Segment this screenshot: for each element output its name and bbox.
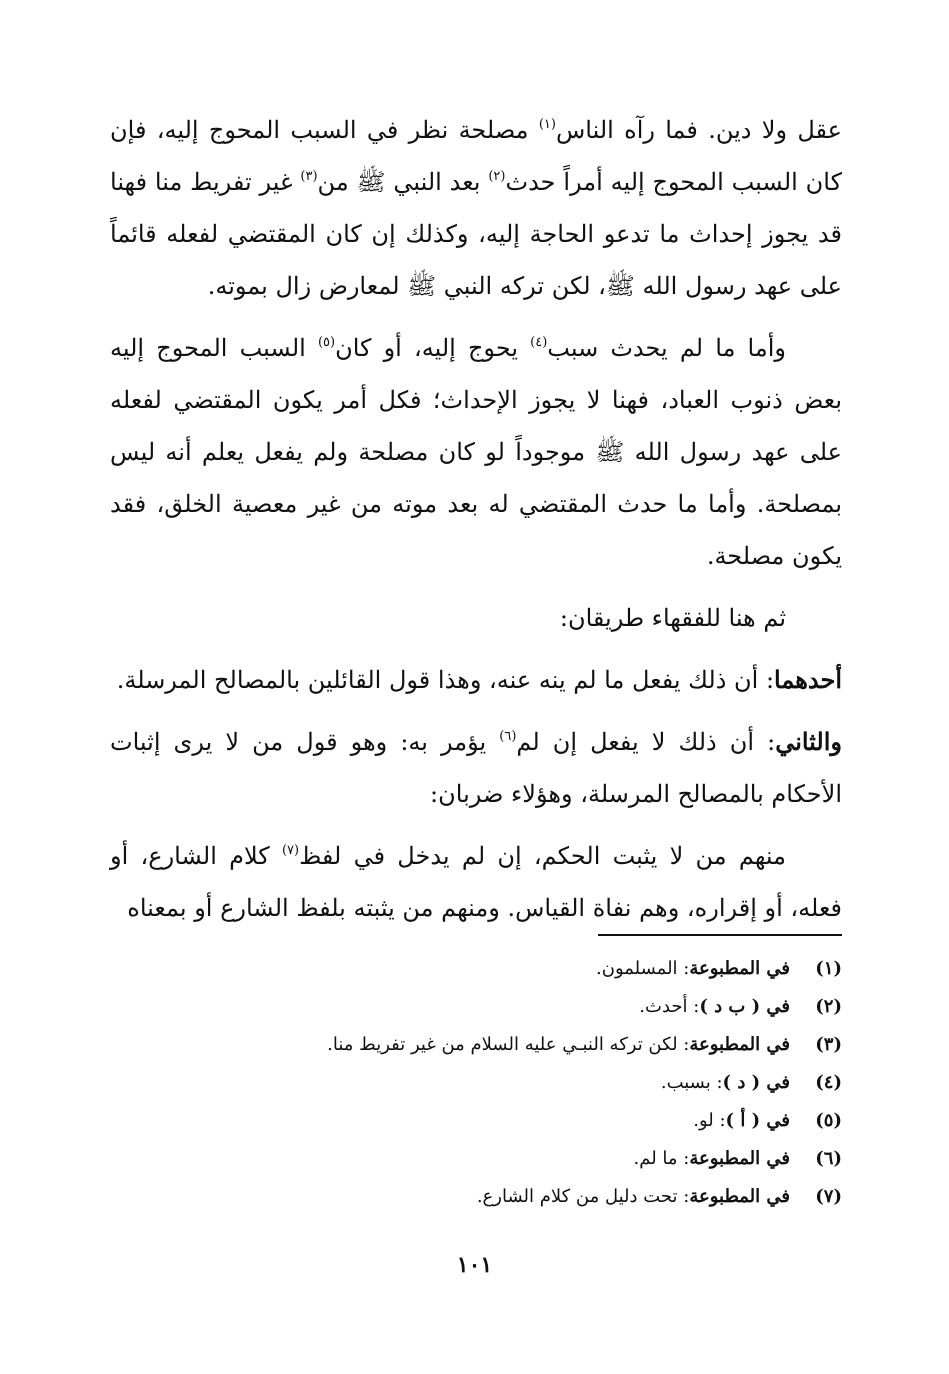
footnote-number: (٧)	[815, 1186, 842, 1207]
page-number: ١٠١	[456, 1252, 493, 1278]
text-run: بعد النبي ﷺ من	[317, 168, 489, 196]
footnote-number: (٤)	[815, 1072, 842, 1093]
footnote-separator	[598, 934, 842, 936]
footnote-text: : تحت دليل من كلام الشارع.	[476, 1186, 690, 1207]
footnote-marker: (٢)	[488, 169, 506, 184]
footnote-number: (١)	[815, 958, 842, 979]
footnote-number: (٢)	[815, 996, 842, 1017]
footnote-item	[142, 1178, 842, 1216]
text-run: وأما ما لم يحدث سبب	[547, 334, 786, 362]
footnote-item	[142, 1064, 842, 1102]
footnote-source: في ( د )	[722, 1072, 790, 1093]
footnote-source: في ( أ )	[725, 1110, 790, 1131]
footnote-marker: (٥)	[317, 335, 336, 350]
footnote-marker: (٦)	[499, 729, 517, 744]
footnote-source: في ( ب د )	[699, 996, 790, 1017]
footnote-text: : أحدث.	[639, 996, 700, 1017]
footnote-item	[142, 1102, 842, 1140]
bold-term: أحدهما	[774, 665, 842, 694]
footnote-item	[142, 1026, 842, 1064]
footnotes-list	[142, 950, 842, 1216]
footnote-source: في المطبوعة	[689, 1034, 790, 1055]
paragraph	[110, 104, 842, 312]
footnote-source: في المطبوعة	[689, 958, 790, 979]
footnote-item	[142, 950, 842, 988]
text-run: غير تفريط منا فهنا قد يجوز إحداث ما تدعو الحاجة إليه، وكذلك إن كان المقتضي لفعله قائماً على عهد رسول الله ﷺ، لكن تركه النبي ﷺ لمعارض زال بموته.	[110, 168, 842, 300]
footnote-source: في المطبوعة	[689, 1186, 790, 1207]
footnote-text: : لكن تركه النبـي عليه السلام من غير تفريط منا.	[327, 1034, 690, 1055]
paragraph	[110, 716, 842, 820]
footnote-text: : ما لم.	[633, 1148, 690, 1169]
footnote-marker: (٧)	[281, 843, 300, 858]
text-run: يحوج إليه، أو كان	[335, 334, 531, 362]
text-run: كلام الشارع، أو فعله، أو إقراره، وهم نفاة القياس. ومنهم من يثبته بلفظ الشارع أو بمعناه	[110, 842, 842, 922]
text-run: منهم من لا يثبت الحكم، إن لم يدخل في لفظ	[299, 842, 787, 870]
paragraph	[110, 592, 842, 644]
footnote-text: : لو.	[693, 1110, 726, 1131]
footnote-text: : المسلمون.	[596, 958, 690, 979]
text-run: السبب المحوج إليه بعض ذنوب العباد، فهنا لا يجوز الإحداث؛ فكل أمر يكون المقتضي لفعله على عهد رسول الله ﷺ موجوداً لو كان مصلحة ولم يفعل يعلم أنه ليس بمصلحة. وأما ما حدث المقتضي له بعد موته من غير معصية الخلق، فقد يكون مصلحة.	[110, 334, 843, 570]
footnote-number: (٦)	[815, 1148, 842, 1169]
footnote-marker: (١)	[538, 117, 556, 132]
footnote-number: (٣)	[815, 1034, 842, 1055]
bold-term: والثاني	[775, 727, 842, 756]
footnote-item	[142, 1140, 842, 1178]
paragraph	[110, 654, 842, 706]
text-run: : أن ذلك لا يفعل إن لم	[516, 728, 776, 756]
footnote-marker: (٣)	[300, 169, 318, 184]
text-run: : أن ذلك يفعل ما لم ينه عنه، وهذا قول القائلين بالمصالح المرسلة.	[116, 666, 775, 694]
paragraph	[110, 830, 842, 934]
text-run: عقل ولا دين. فما رآه الناس	[555, 116, 842, 144]
text-run: ثم هنا للفقهاء طريقان:	[559, 604, 786, 632]
paragraph	[110, 322, 842, 582]
footnote-number: (٥)	[815, 1110, 842, 1131]
footnote-source: في المطبوعة	[689, 1148, 790, 1169]
footnote-text: : بسبب.	[660, 1072, 723, 1093]
text-run: يؤمر به: وهو قول من لا يرى إثبات الأحكام بالمصالح المرسلة، وهؤلاء ضربان:	[110, 728, 842, 808]
text-run: مصلحة نظر في السبب المحوج إليه، فإن كان السبب المحوج إليه أمراً حدث	[110, 116, 842, 196]
footnote-marker: (٤)	[530, 335, 548, 350]
footnote-item	[142, 988, 842, 1026]
main-text	[110, 104, 842, 944]
